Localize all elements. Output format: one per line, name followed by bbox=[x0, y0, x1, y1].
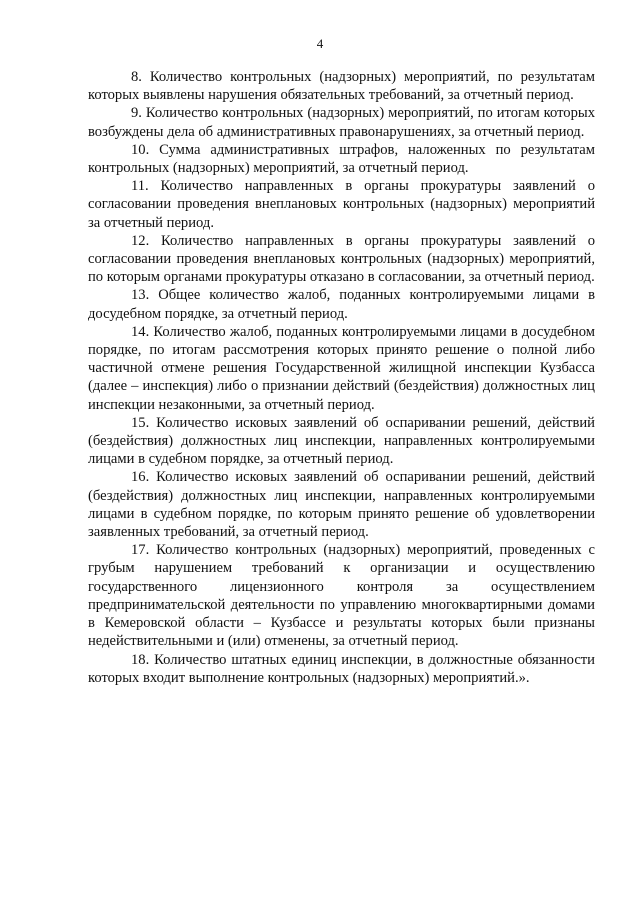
paragraph-10: 10. Сумма административных штрафов, наложенных по результатам контрольных (надзорных) мероприятий, за отчетный период. bbox=[88, 141, 595, 177]
paragraph-9: 9. Количество контрольных (надзорных) мероприятий, по итогам которых возбуждены дела об административных правонарушениях, за отчетный период. bbox=[88, 105, 595, 140]
paragraph-11: 11. Количество направленных в органы прокуратуры заявлений о согласовании проведения внеплановых контрольных (надзорных) мероприятий за отчетный период. bbox=[88, 178, 595, 231]
paragraph-18: 18. Количество штатных единиц инспекции, в должностные обязанности которых входит выполнение контрольных (надзорных) мероприятий.». bbox=[88, 651, 595, 686]
page-number: 4 bbox=[316, 36, 324, 51]
paragraph-17: 17. Количество контрольных (надзорных) мероприятий, проведенных с грубым нарушением требований к организации и осуществлению государственного лицензионного контроля за осуществлением предпринимательской деятельности по управлению многоквартирными домами в Кемеровской области – Кузбассе и результаты которых были признаны недействительными и (или) отменены, за отчетный период. bbox=[88, 542, 595, 650]
paragraph-13: 13. Общее количество жалоб, поданных контролируемыми лицами в досудебном порядке, за отчетный период. bbox=[88, 287, 595, 322]
paragraph-12: 12. Количество направленных в органы прокуратуры заявлений о согласовании проведения внеплановых контрольных (надзорных) мероприятий, по которым органами прокуратуры отказано в согласовании, за отчетный период. bbox=[88, 232, 595, 286]
paragraph-8: 8. Количество контрольных (надзорных) мероприятий, по результатам которых выявлены нарушения обязательных требований, за отчетный период. bbox=[88, 69, 595, 104]
document-body bbox=[88, 68, 595, 687]
paragraph-15: 15. Количество исковых заявлений об оспаривании решений, действий (бездействия) должностных лиц инспекции, направленных контролируемыми лицами в судебном порядке, за отчетный период. bbox=[88, 414, 595, 468]
paragraph-16: 16. Количество исковых заявлений об оспаривании решений, действий (бездействия) должностных лиц инспекции, направленных контролируемыми лицами в судебном порядке, по которым принято решение об удовлетворении заявленных требований, за отчетный период. bbox=[88, 469, 595, 541]
paragraph-14: 14. Количество жалоб, поданных контролируемыми лицами в досудебном порядке, по итогам рассмотрения которых принято решение о полной либо частичной отмене решения Государственной жилищной инспекции Кузбасса (далее – инспекция) либо о признании действий (бездействия) должностных лиц инспекции незаконными, за отчетный период. bbox=[88, 323, 595, 413]
